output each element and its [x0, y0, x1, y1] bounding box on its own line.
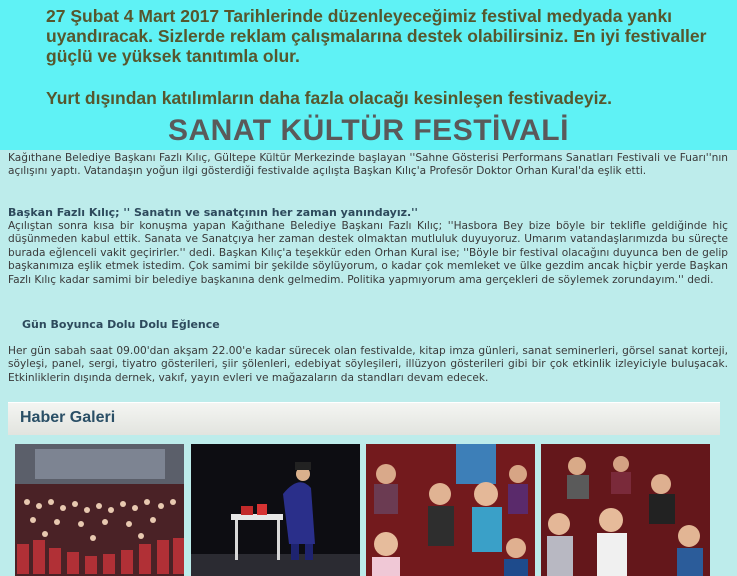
- page-title: SANAT KÜLTÜR FESTİVALİ: [168, 114, 569, 147]
- article-paragraph-2: Açılıştan sonra kısa bir konuşma yapan Kağıthane Belediye Başkanı Fazlı Kılıç; ''Hasbora Bey bize böyle bir teklifle geldiğinde hiç düşünmeden kabul ettik. Sanata ve Sanatçıya her zaman destek olmaktan mutluluk duyuyoruz. Umarım vatandaşlarımızda bu süreçte burada eğlenceli vakit geçirirler.'' dedi. Başkan Kılıç'a teşekkür eden Orhan Kural ise; ''Böyle bir festival olacağını duyunca ben de gelip başkanımıza eşlik etmek istedim. Çok samimi bir şekilde söylüyorum, o kadar çok memleket ve ülke gezdim ancak hiçbir yerde Başkan Fazlı Kılıç kadar samimi bir belediye başkanına denk gelmedim. Politika yapmıyorum ama gerçekleri de söylemek zorundayım.'' dedi.: [8, 220, 728, 286]
- news-article: [0, 150, 737, 388]
- article-subheading-1: Başkan Fazlı Kılıç; '' Sanatın ve sanatçının her zaman yanındayız.'': [8, 206, 418, 219]
- gallery-title: Haber Galeri: [20, 409, 116, 426]
- promo-line-2: Yurt dışından katılımların daha fazla olacağı kesinleşen festivadeyiz.: [46, 88, 613, 108]
- promo-text: [46, 6, 716, 108]
- gallery-photo-magician[interactable]: [191, 444, 360, 576]
- article-paragraph-3: Her gün sabah saat 09.00'dan akşam 22.00'e kadar sürecek olan festivalde, kitap imza günleri, sanat seminerleri, görsel sanat korteji, söyleşi, panel, sergi, tiyatro gösterileri, şiir şölenleri, edebiyat söyleşileri, illüzyon gösterileri gibi bir çok etkinlik izleyiciyle buluşacak. Etkinliklerin dışında dernek, vakıf, yayın evleri ve mağazaların da standları devam edecek.: [8, 345, 728, 384]
- promo-line-1: 27 Şubat 4 Mart 2017 Tarihlerinde düzenleyeceğimiz festival medyada yankı uyandıracak. Sizlerde reklam çalışmalarına destek olabilirsiniz. En iyi festivaller güçlü ve yüksek tanıtımla olur.: [46, 6, 707, 66]
- gallery-photo-kids-audience[interactable]: [541, 444, 710, 576]
- news-gallery: [0, 388, 737, 576]
- gallery-photo-children[interactable]: [366, 444, 535, 576]
- article-subheading-2: Gün Boyunca Dolu Dolu Eğlence: [22, 318, 220, 331]
- gallery-header: [8, 402, 720, 435]
- gallery-photo-audience[interactable]: [15, 444, 184, 576]
- article-paragraph-1: Kağıthane Belediye Başkanı Fazlı Kılıç, Gültepe Kültür Merkezinde başlayan ''Sahne Gösterisi Performans Sanatları Festivali ve Fuarı''nın açılışını yaptı. Vatandaşın yoğun ilgi gösterdiği festivalde açılışta Başkan Kılıç'a Profesör Doktor Orhan Kural'da eşlik etti.: [8, 152, 728, 178]
- promo-header: [0, 0, 737, 150]
